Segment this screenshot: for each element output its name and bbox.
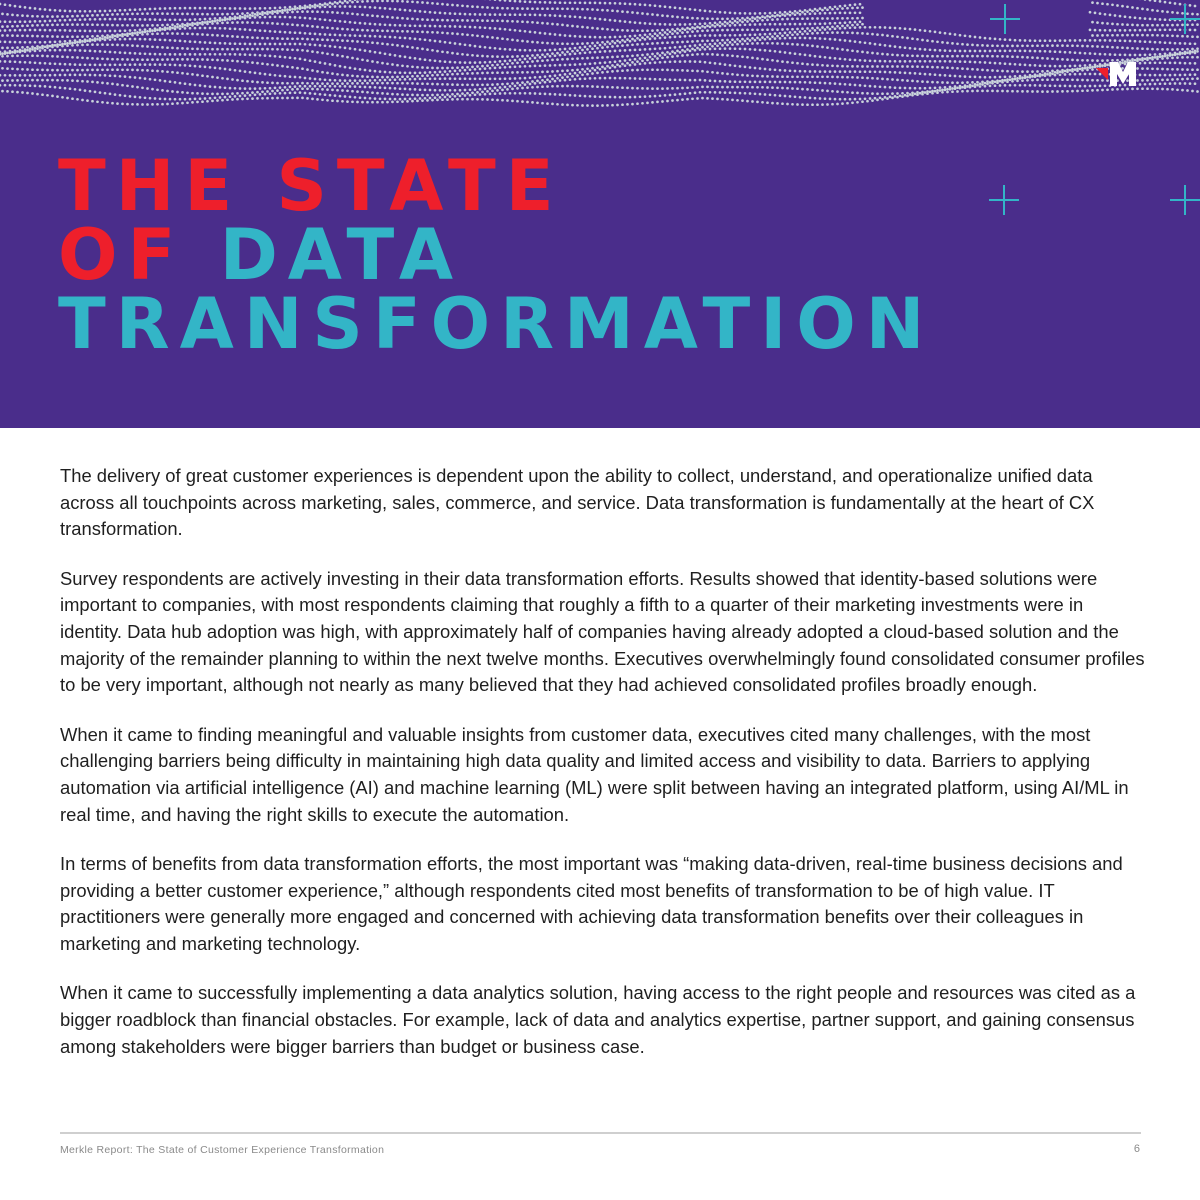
merkle-m-logo-icon [1094,60,1142,88]
plus-icon [990,4,1020,34]
title-word: TRANSFORMATION [58,283,935,365]
title-line [58,145,934,227]
dotted-wave-pattern [0,0,1200,140]
body-paragraph: When it came to finding meaningful and valuable insights from customer data, executives cited many challenges, with the most challenging barriers being difficulty in maintaining high data quality and limited access and visibility to data. Barriers to applying automation via artificial intelligence (AI) and machine learning (ML) were split between having an integrated platform, using AI/ML in real time, and having the right skills to execute the automation. [60,723,1129,825]
footer-divider [60,1132,1141,1134]
body-paragraph: In terms of benefits from data transformation efforts, the most important was “making data-driven, real-time business decisions and providing a better customer experience,” although respondents cited most benefits of transformation to be of high value. IT practitioners were generally more engaged and concerned with achieving data transformation benefits over their colleagues in marketing and marketing technology. [60,852,1123,955]
title-word: DATA [219,214,464,296]
body-paragraph: Survey respondents are actively investing in their data transformation efforts. Results showed that identity-based solutions were important to companies, with most respondents claiming that roughly a fifth to a quarter of their marketing investments were in identity. Data hub adoption was high, with approximately half of companies having already adopted a cloud-based solution and the majority of the remainder planning to within the next twelve months. Executives overwhelmingly found consolidated consumer profiles to be very important, although not nearly as many believed that they had achieved consolidated profiles broadly enough. [60,567,1145,696]
plus-icon [989,185,1019,215]
body-paragraph: The delivery of great customer experiences is dependent upon the ability to collect, understand, and operationalize unified data across all touchpoints across marketing, sales, commerce, and service. Data transformation is fundamentally at the heart of CX transformation. [60,465,1095,540]
plus-icon [1170,4,1200,34]
title-word: THE STATE [58,145,564,227]
header-banner [0,0,1200,428]
title-line [58,214,934,296]
page-title [58,145,935,365]
body-text [60,463,1150,1083]
footer-report-title: Merkle Report: The State of Customer Experience Transformation [60,1144,385,1156]
body-paragraph: When it came to successfully implementing a data analytics solution, having access to the right people and resources was cited as a bigger roadblock than financial obstacles. For example, lack of data and analytics expertise, partner support, and gaining consensus among stakeholders were bigger barriers than budget or business case. [60,982,1136,1057]
title-word: OF [58,214,220,296]
page-number: 6 [1133,1143,1140,1155]
plus-icon [1170,185,1200,215]
title-line [58,283,935,365]
